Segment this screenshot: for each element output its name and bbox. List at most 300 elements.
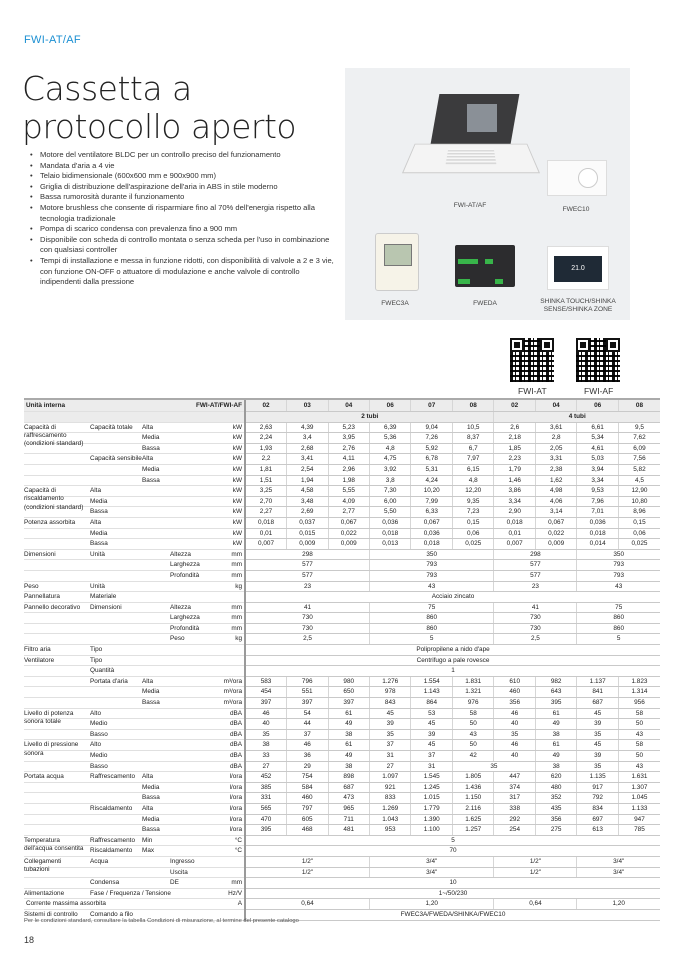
value-cell: 0,036: [369, 517, 410, 528]
value-cell: 1.135: [577, 772, 618, 783]
header-model-size: 06: [369, 399, 410, 412]
value-cell: 2,77: [328, 507, 369, 518]
value-cell: Polipropilene a nido d'ape: [245, 645, 660, 656]
value-cell: 5,03: [577, 454, 618, 465]
row-category-label: Portata acqua: [24, 773, 64, 781]
value-cell: 0,018: [369, 528, 410, 539]
row-category: [24, 655, 88, 666]
row-subcategory: Raffrescamento: [88, 835, 140, 846]
row-subcategory: [88, 634, 140, 645]
table-row: [24, 560, 660, 571]
header-model-size: 03: [287, 399, 328, 412]
feature-item: • Griglia di distribuzione dell'aspirazione dell'aria in ABS in stile moderno: [30, 182, 340, 193]
table-row: [24, 433, 660, 444]
value-cell: 921: [369, 782, 410, 793]
row-subcategory: [88, 867, 140, 878]
value-cell: 1,81: [245, 464, 286, 475]
value-cell: 7,30: [369, 486, 410, 497]
value-cell: 1: [245, 666, 660, 677]
value-cell: 45: [411, 740, 452, 751]
value-cell: 3/4": [369, 867, 493, 878]
row-category: [24, 528, 88, 539]
value-cell: 2,8: [535, 433, 576, 444]
row-level: Alta: [140, 422, 168, 433]
value-cell: 75: [369, 602, 493, 613]
value-cell: 23: [494, 581, 577, 592]
caption-fwec10: FWEC10: [562, 206, 590, 213]
row-detail: Profondità: [168, 570, 215, 581]
header-model-size: 04: [535, 399, 576, 412]
row-category: [24, 422, 88, 447]
fwec3a-image: [375, 233, 419, 291]
value-cell: 5,55: [328, 486, 369, 497]
row-unit: [215, 856, 245, 867]
qr-label-fwi-af: FWI-AF: [584, 386, 614, 396]
table-row: [24, 655, 660, 666]
table-row: [24, 666, 660, 677]
table-row: [24, 772, 660, 783]
value-cell: 7,62: [618, 433, 660, 444]
table-row: [24, 486, 660, 497]
value-cell: 551: [287, 687, 328, 698]
value-cell: 3,94: [577, 464, 618, 475]
table-row: [24, 803, 660, 814]
value-cell: 33: [245, 751, 286, 762]
value-cell: 385: [245, 782, 286, 793]
row-level: [140, 719, 168, 730]
value-cell: 31: [369, 751, 410, 762]
value-cell: 356: [535, 814, 576, 825]
value-cell: 577: [494, 560, 577, 571]
row-level: Media: [140, 464, 168, 475]
value-cell: 292: [494, 814, 535, 825]
value-cell: 395: [245, 825, 286, 836]
row-detail: [168, 507, 215, 518]
value-cell: 1,93: [245, 443, 286, 454]
row-detail: [168, 496, 215, 507]
row-category: [24, 570, 88, 581]
value-cell: 0,025: [618, 539, 660, 550]
value-cell: 23: [245, 581, 369, 592]
value-cell: 1/2": [245, 856, 369, 867]
value-cell: 9,5: [618, 422, 660, 433]
value-cell: 3,86: [494, 486, 535, 497]
value-cell: 3,61: [535, 422, 576, 433]
value-cell: 5,23: [328, 422, 369, 433]
qr-code-fwi-af[interactable]: [576, 338, 620, 382]
value-cell: 70: [245, 846, 660, 857]
row-category: [24, 835, 88, 852]
caption-fweda: FWEDA: [473, 300, 497, 307]
row-unit: kg: [215, 581, 245, 592]
row-category: [24, 613, 88, 624]
row-category: [24, 878, 88, 889]
table-row: [24, 464, 660, 475]
row-category: [24, 443, 88, 454]
value-cell: 0,15: [618, 517, 660, 528]
row-subcategory: [88, 698, 140, 709]
value-cell: 1,20: [577, 899, 660, 910]
value-cell: 956: [618, 698, 660, 709]
value-cell: 40: [494, 719, 535, 730]
value-cell: 792: [577, 793, 618, 804]
row-level: Alta: [140, 803, 168, 814]
value-cell: 1,85: [494, 443, 535, 454]
value-cell: 397: [287, 698, 328, 709]
row-category: [24, 676, 88, 687]
value-cell: 38: [328, 761, 369, 772]
row-subcategory: Riscaldamento: [88, 803, 140, 814]
row-detail: [168, 772, 215, 783]
row-unit: kW: [215, 422, 245, 433]
value-cell: FWEC3A/FWEDA/SHINKA/FWEC10: [245, 909, 660, 920]
row-detail: [168, 539, 215, 550]
value-cell: 44: [287, 719, 328, 730]
value-cell: 976: [452, 698, 493, 709]
row-category-label: Temperatura dell'acqua consentita: [24, 836, 84, 852]
row-level: [140, 539, 168, 550]
row-unit: kW: [215, 496, 245, 507]
row-level: [140, 560, 168, 571]
value-cell: 9,04: [411, 422, 452, 433]
row-level: Media: [140, 814, 168, 825]
value-cell: 0,067: [535, 517, 576, 528]
value-cell: 331: [245, 793, 286, 804]
value-cell: 473: [328, 793, 369, 804]
row-unit: kW: [215, 486, 245, 497]
value-cell: 1,51: [245, 475, 286, 486]
footnote: Per le condizioni standard, consultare la tabella Condizioni di misurazione, al termine del presente catalogo: [24, 918, 299, 924]
value-cell: 0,025: [452, 539, 493, 550]
value-cell: 4,58: [287, 486, 328, 497]
value-cell: 834: [577, 803, 618, 814]
row-detail: [168, 729, 215, 740]
row-unit: mm: [215, 623, 245, 634]
value-cell: 1.625: [452, 814, 493, 825]
value-cell: 730: [494, 613, 577, 624]
value-cell: 1.043: [369, 814, 410, 825]
value-cell: 860: [369, 623, 493, 634]
row-category: [24, 645, 88, 656]
row-subcategory: [88, 814, 140, 825]
value-cell: 1.100: [411, 825, 452, 836]
table-row: [24, 708, 660, 719]
value-cell: 577: [245, 560, 369, 571]
fweda-image: [455, 245, 515, 287]
value-cell: 917: [577, 782, 618, 793]
value-cell: 3,25: [245, 486, 286, 497]
value-cell: 4,98: [535, 486, 576, 497]
row-category: [24, 825, 88, 836]
table-row: [24, 528, 660, 539]
table-row: [24, 846, 660, 857]
row-level: [140, 613, 168, 624]
value-cell: 31: [411, 761, 452, 772]
value-cell: 45: [369, 708, 410, 719]
qr-label-fwi-at: FWI-AT: [518, 386, 547, 396]
value-cell: 2,90: [494, 507, 535, 518]
value-cell: 3,34: [494, 496, 535, 507]
value-cell: 3,95: [328, 433, 369, 444]
value-cell: 1.805: [452, 772, 493, 783]
value-cell: 5: [245, 835, 660, 846]
value-cell: 37: [411, 751, 452, 762]
row-category: [24, 464, 88, 475]
row-unit: kW: [215, 443, 245, 454]
row-category-label: Peso: [24, 582, 39, 590]
value-cell: 435: [535, 803, 576, 814]
value-cell: 754: [287, 772, 328, 783]
value-cell: 298: [245, 549, 369, 560]
value-cell: 1.823: [618, 676, 660, 687]
row-category: [24, 475, 88, 486]
qr-code-fwi-at[interactable]: [510, 338, 554, 382]
value-cell: 35: [452, 761, 535, 772]
row-subcategory: [88, 782, 140, 793]
header-model-size: 08: [618, 399, 660, 412]
value-cell: 470: [245, 814, 286, 825]
value-cell: 3,31: [535, 454, 576, 465]
value-cell: 50: [618, 719, 660, 730]
row-category: [24, 549, 88, 560]
row-subcategory: [88, 443, 140, 454]
row-category-label: Pannello decorativo: [24, 603, 81, 611]
row-category-label: Collegamenti tubazioni: [24, 857, 62, 874]
row-category: [24, 454, 88, 465]
row-detail: Altezza: [168, 602, 215, 613]
table-header-row: [24, 399, 660, 412]
value-cell: 5: [369, 634, 493, 645]
header-unit-label: Unità interna: [24, 399, 140, 412]
value-cell: 650: [328, 687, 369, 698]
value-cell: 3,8: [369, 475, 410, 486]
row-category-label: Pannellatura: [24, 593, 60, 601]
value-cell: 480: [535, 782, 576, 793]
row-detail: [168, 751, 215, 762]
table-row: [24, 496, 660, 507]
row-level: [140, 645, 168, 656]
value-cell: 843: [369, 698, 410, 709]
row-level: [140, 856, 168, 867]
value-cell: 5,34: [577, 433, 618, 444]
value-cell: 397: [328, 698, 369, 709]
value-cell: 39: [577, 751, 618, 762]
value-cell: 1.321: [452, 687, 493, 698]
row-subcategory: Bassa: [88, 539, 140, 550]
table-row: [24, 687, 660, 698]
value-cell: 43: [618, 729, 660, 740]
value-cell: 38: [328, 729, 369, 740]
row-level: [140, 867, 168, 878]
row-category: [24, 793, 88, 804]
value-cell: 4,09: [328, 496, 369, 507]
value-cell: 61: [328, 708, 369, 719]
value-cell: 4,39: [287, 422, 328, 433]
value-cell: 0,022: [535, 528, 576, 539]
row-category: [24, 708, 88, 725]
value-cell: 7,26: [411, 433, 452, 444]
value-cell: 43: [369, 581, 493, 592]
row-detail: Larghezza: [168, 560, 215, 571]
value-cell: 6,78: [411, 454, 452, 465]
value-cell: 10,80: [618, 496, 660, 507]
row-level: [140, 549, 168, 560]
value-cell: 8,37: [452, 433, 493, 444]
value-cell: 1.307: [618, 782, 660, 793]
value-cell: 39: [369, 719, 410, 730]
value-cell: 275: [535, 825, 576, 836]
value-cell: 39: [577, 719, 618, 730]
feature-item: • Pompa di scarico condensa con prevalenza fino a 900 mm: [30, 224, 340, 235]
row-unit: mm: [215, 613, 245, 624]
value-cell: 35: [577, 729, 618, 740]
row-unit: Hz/V: [215, 888, 245, 899]
value-cell: 1.097: [369, 772, 410, 783]
row-subcategory: [88, 570, 140, 581]
value-cell: 1.257: [452, 825, 493, 836]
row-level: Min: [140, 835, 168, 846]
value-cell: 46: [494, 708, 535, 719]
value-cell: 860: [577, 613, 660, 624]
table-row: [24, 888, 660, 899]
value-cell: 41: [245, 602, 369, 613]
row-detail: [168, 698, 215, 709]
value-cell: 3,92: [369, 464, 410, 475]
value-cell: 40: [494, 751, 535, 762]
value-cell: 0,013: [369, 539, 410, 550]
row-subcategory: [88, 433, 140, 444]
row-level: [140, 623, 168, 634]
row-unit: [215, 592, 245, 603]
row-unit: mm: [215, 549, 245, 560]
caption-unit: FWI-AT/AF: [453, 202, 487, 209]
value-cell: 730: [245, 613, 369, 624]
value-cell: 481: [328, 825, 369, 836]
value-cell: 7,97: [452, 454, 493, 465]
header-model-size: 02: [494, 399, 535, 412]
table-row: [24, 698, 660, 709]
value-cell: 730: [245, 623, 369, 634]
value-cell: 356: [494, 698, 535, 709]
value-cell: 0,01: [245, 528, 286, 539]
value-cell: 2,6: [494, 422, 535, 433]
value-cell: 37: [369, 740, 410, 751]
value-cell: 0,009: [287, 539, 328, 550]
table-row: [24, 623, 660, 634]
table-row: [24, 856, 660, 867]
value-cell: 0,067: [411, 517, 452, 528]
header-model-label: FWI-AT/FWI-AF: [140, 399, 245, 412]
table-row: [24, 719, 660, 730]
row-category: [24, 740, 88, 757]
value-cell: 39: [411, 729, 452, 740]
value-cell: 6,7: [452, 443, 493, 454]
row-category: [24, 814, 88, 825]
row-subcategory: Basso: [88, 729, 140, 740]
row-level: [140, 528, 168, 539]
value-cell: 1,79: [494, 464, 535, 475]
row-level: [140, 761, 168, 772]
row-detail: [168, 454, 215, 465]
value-cell: 46: [245, 708, 286, 719]
row-subcategory: Alto: [88, 708, 140, 719]
row-detail: [168, 803, 215, 814]
row-level: [140, 666, 168, 677]
value-cell: 2,18: [494, 433, 535, 444]
caption-shinka: SHINKA TOUCH/SHINKA SENSE/SHINKA ZONE: [540, 298, 616, 313]
value-cell: 0,037: [287, 517, 328, 528]
value-cell: 43: [618, 761, 660, 772]
row-unit: A: [215, 899, 245, 910]
value-cell: 0,01: [494, 528, 535, 539]
row-level: Bassa: [140, 793, 168, 804]
value-cell: 3,14: [535, 507, 576, 518]
value-cell: 0,018: [411, 539, 452, 550]
value-cell: 1.143: [411, 687, 452, 698]
value-cell: 3/4": [577, 867, 660, 878]
row-level: Max: [140, 846, 168, 857]
value-cell: 1.831: [452, 676, 493, 687]
value-cell: 2.116: [452, 803, 493, 814]
table-row: [24, 475, 660, 486]
value-cell: 730: [494, 623, 577, 634]
value-cell: 0,06: [618, 528, 660, 539]
value-cell: 577: [494, 570, 577, 581]
value-cell: 965: [328, 803, 369, 814]
value-cell: 42: [452, 751, 493, 762]
feature-item: • Bassa rumorosità durante il funzionamento: [30, 192, 340, 203]
value-cell: 1/2": [494, 867, 577, 878]
row-detail: DE: [168, 878, 215, 889]
row-subcategory: Portata d'aria: [88, 676, 140, 687]
value-cell: 793: [577, 560, 660, 571]
value-cell: 793: [577, 570, 660, 581]
row-category-label: Capacità di riscaldamento (condizioni standard): [24, 487, 84, 511]
value-cell: 5,31: [411, 464, 452, 475]
row-subcategory: [88, 560, 140, 571]
value-cell: 4,8: [369, 443, 410, 454]
table-row: [24, 740, 660, 751]
row-detail: [168, 592, 215, 603]
value-cell: 4,61: [577, 443, 618, 454]
row-category: [24, 496, 88, 507]
value-cell: 898: [328, 772, 369, 783]
row-category: [24, 761, 88, 772]
value-cell: 2,70: [245, 496, 286, 507]
value-cell: 5: [577, 634, 660, 645]
row-unit: kW: [215, 464, 245, 475]
caption-fwec3a: FWEC3A: [381, 300, 409, 307]
row-category: [24, 846, 88, 857]
feature-item: • Mandata d'aria a 4 vie: [30, 161, 340, 172]
value-cell: 50: [452, 719, 493, 730]
row-subcategory: Capacità sensibile: [88, 454, 140, 465]
row-level: [140, 507, 168, 518]
value-cell: 35: [494, 729, 535, 740]
table-row: [24, 517, 660, 528]
value-cell: 395: [535, 698, 576, 709]
value-cell: 0,036: [577, 517, 618, 528]
value-cell: 1,62: [535, 475, 576, 486]
value-cell: 10: [245, 878, 660, 889]
row-level: [140, 708, 168, 719]
value-cell: 793: [369, 560, 493, 571]
value-cell: 565: [245, 803, 286, 814]
row-subcategory: Alta: [88, 517, 140, 528]
row-level: [140, 592, 168, 603]
row-detail: [168, 464, 215, 475]
row-unit: [215, 645, 245, 656]
